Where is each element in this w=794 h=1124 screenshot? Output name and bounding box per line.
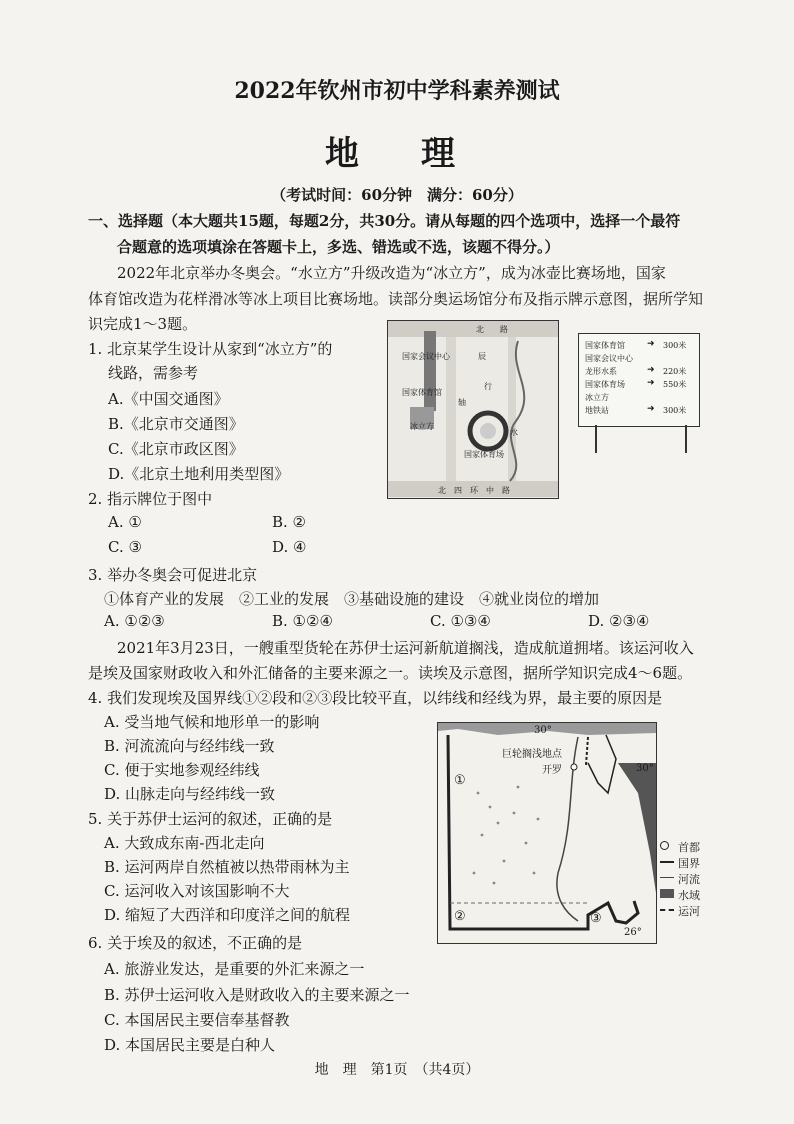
sign-arrow-icon: ➜ xyxy=(647,378,655,388)
q2-option-a: A. ① xyxy=(108,513,142,531)
q6-option-c: C. 本国居民主要信奉基督教 xyxy=(104,1011,290,1029)
legend-capital xyxy=(660,838,730,854)
section-heading: 一、选择题（本大题共15题，每题2分，共30分。请从每题的四个选项中，选择一个最符 xyxy=(88,212,681,230)
q3-option-b: B. ①②④ xyxy=(272,612,333,630)
passage1-line3: 识完成1～3题。 xyxy=(88,315,198,333)
legend-border-label: 国界 xyxy=(678,857,700,870)
page-footer: 地 理 第1页 （共4页） xyxy=(314,1062,480,1078)
sign-row-distance: 550米 xyxy=(663,380,687,389)
q3-option-d: D. ②③④ xyxy=(588,612,650,630)
egypt-map xyxy=(437,722,657,944)
cairo-marker xyxy=(571,764,577,770)
stadium-center xyxy=(480,423,496,439)
q3-option-a: A. ①②③ xyxy=(104,612,165,630)
cairo-label: 开罗 xyxy=(542,765,562,776)
q1-option-c: C.《北京市政区图》 xyxy=(108,440,244,458)
red-sea xyxy=(618,763,656,893)
sign-row-name: 冰立方 xyxy=(585,393,609,402)
legend-water xyxy=(660,886,730,902)
q1-option-a: A.《中国交通图》 xyxy=(108,390,229,408)
q1-option-b: B.《北京市交通图》 xyxy=(108,415,244,433)
q3-stem: 3. 举办冬奥会可促进北京 xyxy=(88,566,258,584)
venue-map-lines xyxy=(388,321,558,498)
sign-row-distance: 300米 xyxy=(663,341,687,350)
ship-grounding-label: 巨轮搁浅地点 xyxy=(502,749,562,760)
point-3: ③ xyxy=(590,911,602,926)
legend-water-label: 水域 xyxy=(678,889,700,902)
sign-row-distance: 220米 xyxy=(663,367,687,376)
legend-canal xyxy=(660,902,730,918)
q2-option-d: D. ④ xyxy=(272,538,307,556)
river-icon xyxy=(660,877,674,878)
sign-row xyxy=(585,379,693,391)
sign-row-distance: 300米 xyxy=(663,406,687,415)
passage2-line2: 是埃及国家财政收入和外汇储备的主要来源之一。读埃及示意图，据所学知识完成4～6题。 xyxy=(88,664,693,682)
sign-row xyxy=(585,366,693,378)
lat-bottom-label: 26° xyxy=(624,927,642,938)
section-heading-cont: 合题意的选项填涂在答题卡上，多选、错选或不选，该题不得分。） xyxy=(117,238,560,256)
lat-top-label: 30° xyxy=(534,725,552,736)
q1-option-d: D.《北京土地利用类型图》 xyxy=(108,465,290,483)
convention-center-label: 国家会议中心 xyxy=(402,352,450,361)
border-icon xyxy=(660,861,674,863)
q4-option-b: B. 河流流向与经纬线一致 xyxy=(104,737,275,755)
sign-row-name: 国家体育场 xyxy=(585,380,625,389)
sinai-outline xyxy=(588,735,616,793)
north-road xyxy=(388,321,558,337)
sign-row-name: 国家体育馆 xyxy=(585,341,625,350)
gymnasium-label: 国家体育馆 xyxy=(402,388,442,397)
q2-option-c: C. ③ xyxy=(108,538,142,556)
q6-stem: 6. 关于埃及的叙述，不正确的是 xyxy=(88,934,303,952)
sign-row xyxy=(585,392,693,404)
q3-option-c: C. ①③④ xyxy=(430,612,491,630)
sign-row-name: 国家会议中心 xyxy=(585,354,633,363)
q5-option-d: D. 缩短了大西洋和印度洋之间的航程 xyxy=(104,906,351,924)
venue-map xyxy=(387,320,559,499)
q5-option-c: C. 运河收入对该国影响不大 xyxy=(104,882,290,900)
sign-arrow-icon: ➜ xyxy=(647,365,655,375)
sign-row xyxy=(585,353,693,365)
q1-stem: 1. 北京某学生设计从家到“冰立方”的 xyxy=(88,340,333,358)
sign-row-name: 龙形水系 xyxy=(585,367,617,376)
lat-right-label: 30° xyxy=(636,763,654,774)
q4-option-a: A. 受当地气候和地形单一的影响 xyxy=(104,713,320,731)
sign-row xyxy=(585,340,693,352)
q6-option-b: B. 苏伊士运河收入是财政收入的主要来源之一 xyxy=(104,986,410,1004)
road-bottom-label: 北 四 环 中 路 xyxy=(438,486,510,495)
direction-sign xyxy=(578,333,700,427)
passage2-line1: 2021年3月23日，一艘重型货轮在苏伊士运河新航道搁浅，造成航道拥堵。该运河收入 xyxy=(117,639,694,657)
road-char-2: 行 xyxy=(484,382,492,391)
road-char-3: 轴 xyxy=(458,398,466,407)
q5-option-b: B. 运河两岸自然植被以热带雨林为主 xyxy=(104,858,350,876)
sign-arrow-icon: ➜ xyxy=(647,404,655,414)
q4-option-c: C. 便于实地参观经纬线 xyxy=(104,761,260,779)
exam-title: 2022年钦州市初中学科素养测试 xyxy=(234,78,560,104)
sign-posts xyxy=(578,425,718,455)
q2-option-b: B. ② xyxy=(272,513,307,531)
q1-stem-cont: 线路，需参考 xyxy=(108,364,199,382)
water-cube-label: 冰立方 xyxy=(410,422,434,431)
exam-info: （考试时间：60分钟 满分：60分） xyxy=(271,186,523,204)
road-char-1: 辰 xyxy=(478,352,486,361)
suez-canal xyxy=(586,737,588,765)
desert-dots xyxy=(473,786,540,885)
q6-option-d: D. 本国居民主要是白种人 xyxy=(104,1036,276,1054)
q5-stem: 5. 关于苏伊士运河的叙述，正确的是 xyxy=(88,810,333,828)
q5-option-a: A. 大致成东南-西北走向 xyxy=(104,834,265,852)
legend-canal-label: 运河 xyxy=(678,905,700,918)
sign-row xyxy=(585,405,693,417)
egypt-legend xyxy=(660,838,730,918)
water-icon xyxy=(660,889,674,898)
subject-title: 地 理 xyxy=(325,134,469,174)
point-1: ① xyxy=(454,773,466,788)
road-top-label: 北 路 xyxy=(476,325,508,334)
legend-border xyxy=(660,854,730,870)
q6-option-a: A. 旅游业发达，是重要的外汇来源之一 xyxy=(104,960,365,978)
capital-icon xyxy=(660,841,669,850)
legend-river-label: 河流 xyxy=(678,873,700,886)
q2-stem: 2. 指示牌位于图中 xyxy=(88,490,213,508)
road-char-4: 水 xyxy=(510,428,518,437)
q3-items: ①体育产业的发展 ②工业的发展 ③基础设施的建设 ④就业岗位的增加 xyxy=(104,590,600,608)
point-2: ② xyxy=(454,909,466,924)
sign-row-name: 地铁站 xyxy=(585,406,609,415)
passage1-line1: 2022年北京举办冬奥会。“水立方”升级改造为“冰立方”，成为冰壶比赛场地，国家 xyxy=(117,264,666,282)
convention-center-block xyxy=(424,331,436,411)
passage1-line2: 体育馆改造为花样滑冰等冰上项目比赛场地。读部分奥运场馆分布及指示牌示意图，据所学知 xyxy=(88,290,704,308)
canal-icon xyxy=(660,909,674,911)
legend-capital-label: 首都 xyxy=(678,841,700,854)
q4-option-d: D. 山脉走向与经纬线一致 xyxy=(104,785,276,803)
legend-river xyxy=(660,870,730,886)
q4-stem: 4. 我们发现埃及国界线①②段和②③段比较平直，以纬线和经线为界，最主要的原因是 xyxy=(88,689,663,707)
sign-arrow-icon: ➜ xyxy=(647,339,655,349)
stadium-label: 国家体育场 xyxy=(464,450,504,459)
